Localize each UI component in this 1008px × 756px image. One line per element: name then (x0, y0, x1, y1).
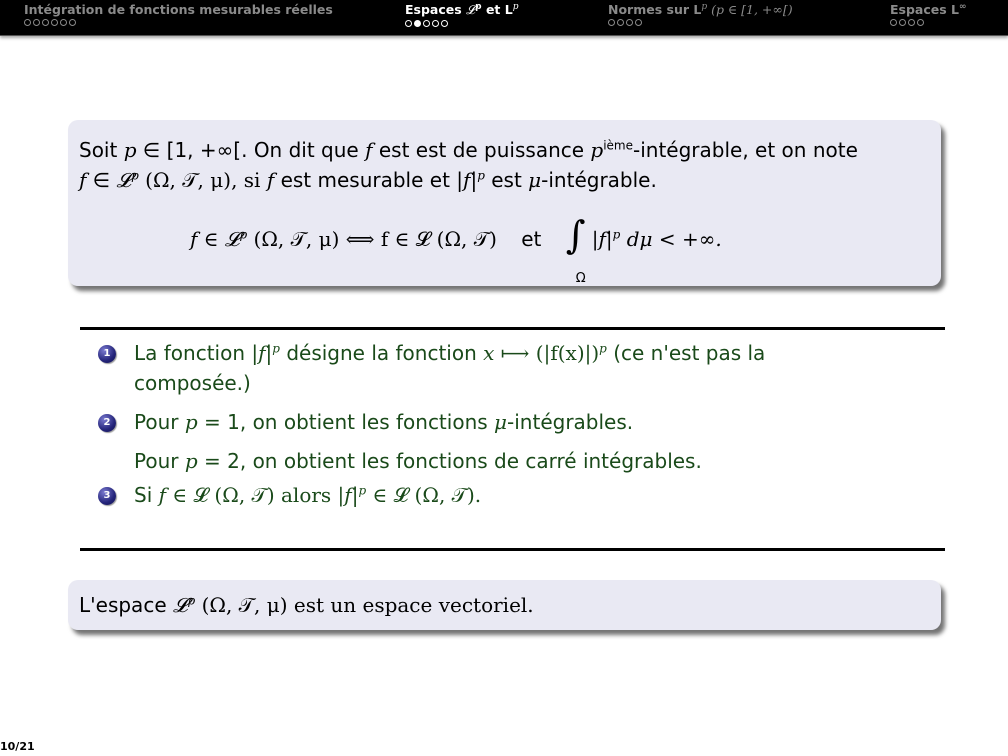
list-item-text (134, 407, 918, 437)
math: ∈ 𝓛 (Ω, 𝒯) alors | (166, 483, 345, 507)
nav-dot[interactable] (626, 19, 633, 26)
nav-title-text: et L (481, 2, 513, 17)
math-var: f (79, 168, 87, 192)
text: -intégrables. (507, 410, 634, 434)
text: -intégrable. (541, 168, 657, 192)
math-cal: 𝓛 (116, 168, 132, 192)
nav-dot[interactable] (890, 19, 897, 26)
math: ∈ 𝓛 (Ω, 𝒯). (366, 483, 482, 507)
proposition-block (68, 580, 941, 630)
nav-section-title (608, 2, 793, 17)
list-item-text-line2: composée.) (134, 371, 251, 395)
superscript: p (612, 227, 621, 242)
numbered-bullet-icon: 2 (98, 414, 116, 432)
nav-title-math: 𝓛 (466, 2, 476, 17)
nav-dots (890, 19, 967, 26)
math: f ∈ 𝓛 (190, 227, 240, 251)
superscript: p (272, 341, 280, 356)
nav-dot-current[interactable] (414, 20, 421, 27)
nav-title-sup: ∞ (959, 1, 967, 12)
math-var: μ (494, 410, 508, 434)
text: est mesurable et | (274, 168, 464, 192)
list-item (98, 338, 918, 398)
math-var: f (258, 341, 266, 365)
math: (Ω, 𝒯, μ) ⟺ f ∈ 𝓛 (Ω, 𝒯) (247, 227, 497, 251)
math-var: f (344, 483, 352, 507)
math-var: p (123, 138, 137, 162)
math: |f| (591, 227, 613, 251)
superscript: p (239, 227, 248, 242)
text: = 2, on obtient les fonctions de carré intégrables. (197, 449, 702, 473)
text: (Ω, 𝒯, μ) est un espace vectoriel. (195, 593, 534, 617)
math-cal: 𝓛 (172, 593, 188, 617)
math-var: f (463, 168, 471, 192)
math: ⟼ (|f(x)|) (494, 341, 600, 365)
definition-line-1 (79, 135, 858, 165)
nav-dot[interactable] (60, 19, 67, 26)
text: = 1, on obtient les fonctions (197, 410, 495, 434)
nav-dot[interactable] (917, 19, 924, 26)
text: | (265, 341, 273, 365)
nav-title-sup: p (701, 1, 708, 12)
nav-section-title: Intégration de fonctions mesurables réelles (24, 2, 333, 17)
math-var: f (365, 138, 373, 162)
nav-section-espaces-lp[interactable] (405, 2, 518, 27)
navigation-bar (0, 0, 1008, 36)
nav-dot[interactable] (24, 19, 31, 26)
nav-dot[interactable] (441, 20, 448, 27)
nav-title-text: Espaces L (890, 2, 960, 17)
proposition-text (79, 590, 534, 620)
nav-section-espaces-linf[interactable] (890, 2, 967, 26)
text: L'espace (79, 593, 173, 617)
text: est est de puissance (372, 138, 591, 162)
nav-dot[interactable] (432, 20, 439, 27)
nav-dots (24, 19, 333, 26)
text: Pour (134, 410, 185, 434)
text: | (351, 483, 359, 507)
text: ∈ [1, +∞[. On dit que (136, 138, 366, 162)
text: (ce n'est pas la (606, 341, 766, 365)
text: -intégrable, et on note (633, 138, 858, 162)
text: Soit (79, 138, 124, 162)
math-var: p (184, 410, 198, 434)
nav-dots (405, 20, 518, 27)
remarks-list (98, 338, 918, 519)
superscript: p (599, 341, 607, 356)
nav-section-integration[interactable] (24, 2, 333, 26)
definition-formula (190, 213, 722, 286)
top-rule (80, 327, 945, 330)
list-item-text (134, 480, 918, 510)
text: désigne la fonction (279, 341, 484, 365)
math-var: f (266, 168, 275, 192)
subscript: Ω (575, 271, 586, 286)
nav-title-math: (p ∈ [1, +∞[) (707, 2, 793, 17)
nav-dot[interactable] (69, 19, 76, 26)
superscript: ième (603, 138, 634, 153)
page-number: 10/21 (0, 740, 35, 753)
nav-dot[interactable] (42, 19, 49, 26)
nav-dots (608, 19, 793, 26)
nav-dot[interactable] (33, 19, 40, 26)
nav-dot[interactable] (899, 19, 906, 26)
nav-dot[interactable] (608, 19, 615, 26)
nav-dot[interactable] (635, 19, 642, 26)
numbered-bullet-icon: 3 (98, 487, 116, 505)
list-item-text-line2 (134, 446, 918, 476)
math-var: p (590, 138, 604, 162)
nav-dot[interactable] (617, 19, 624, 26)
text: Pour (134, 449, 185, 473)
math-var: x (483, 341, 495, 365)
text: est (484, 168, 529, 192)
nav-title-sup: p (512, 1, 519, 12)
superscript: p (187, 593, 196, 608)
nav-title-sup: p (475, 1, 482, 12)
nav-section-title (405, 2, 518, 18)
text: ∈ (86, 168, 117, 192)
superscript: p (358, 483, 367, 498)
math: dμ < +∞. (620, 227, 722, 251)
superscript: p (477, 168, 485, 183)
text: Si (134, 483, 159, 507)
nav-section-title (890, 2, 967, 17)
definition-line-2 (79, 165, 657, 195)
nav-dot[interactable] (423, 20, 430, 27)
nav-title-text: Espaces (405, 2, 467, 17)
text: | (470, 168, 478, 192)
definition-block (68, 120, 941, 286)
math: (Ω, 𝒯, μ), si (138, 168, 267, 192)
bottom-rule (80, 548, 945, 551)
list-item (98, 480, 918, 510)
nav-dot[interactable] (908, 19, 915, 26)
text: et (521, 227, 542, 251)
nav-title-text: Normes sur L (608, 2, 702, 17)
nav-dot[interactable] (51, 19, 58, 26)
superscript: p (131, 168, 139, 183)
text: La fonction | (134, 341, 259, 365)
nav-section-normes[interactable] (608, 2, 793, 26)
list-item-text (134, 338, 918, 368)
nav-dot[interactable] (405, 20, 412, 27)
math-var: f (158, 483, 167, 507)
math-var: p (184, 449, 198, 473)
numbered-bullet-icon: 1 (98, 345, 116, 363)
integral-glyph: ∫ (565, 213, 586, 257)
math-var: μ (528, 168, 542, 192)
list-item (98, 407, 918, 476)
